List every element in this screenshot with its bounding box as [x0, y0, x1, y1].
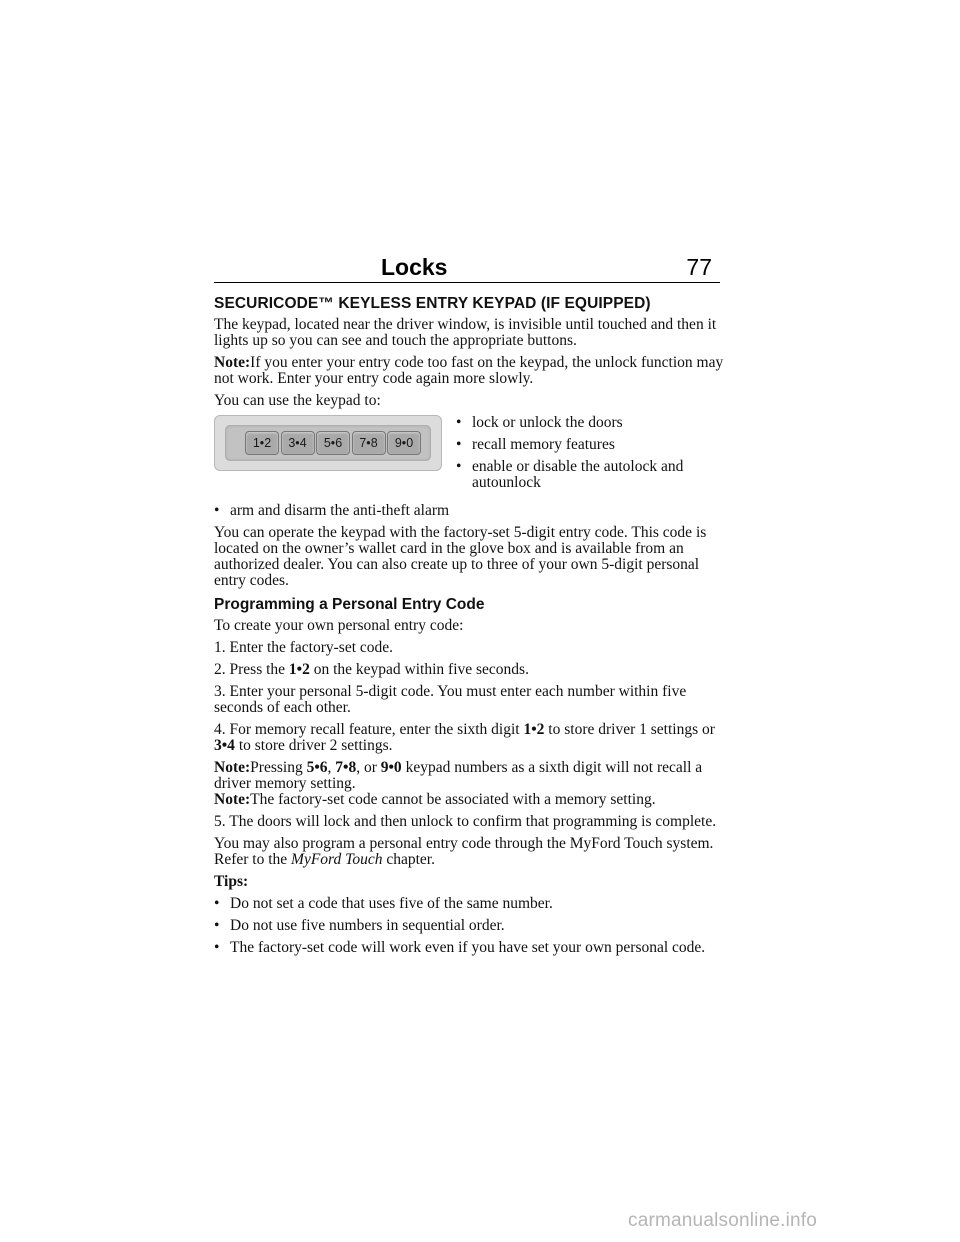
- note-label: Note:: [214, 354, 251, 371]
- step-4: [214, 722, 724, 754]
- key-label: 3•4: [214, 737, 235, 754]
- note-text: Pressing: [250, 759, 303, 776]
- key-label: 9•0: [380, 759, 402, 776]
- step-text: to store driver 1 settings or: [548, 721, 715, 738]
- step-5: 5. The doors will lock and then unlock to confirm that programming is complete.: [214, 813, 717, 830]
- list-item: • recall memory features: [456, 437, 724, 453]
- page-content: [214, 296, 724, 962]
- paragraph-text: You may also program a personal entry code through the MyFord Touch system. Refer to the: [214, 835, 714, 868]
- uses-intro: You can use the keypad to:: [214, 392, 381, 409]
- step-3: 3. Enter your personal 5-digit code. You must enter each number within five seconds of each other.: [214, 683, 687, 716]
- myford-paragraph: [214, 836, 724, 868]
- keypad-key-1-2: 1•2: [245, 431, 279, 455]
- tips-label: Tips:: [214, 873, 249, 890]
- keypad-illustration: [214, 415, 442, 471]
- note-text: keypad numbers as a sixth digit will not recall a driver memory setting.: [214, 759, 703, 792]
- keypad-panel: [225, 425, 431, 461]
- list-item: • arm and disarm the anti-theft alarm: [214, 503, 724, 519]
- step-2: [214, 662, 724, 678]
- note-3: [214, 792, 724, 808]
- page-number: 77: [686, 254, 712, 280]
- note-text: The factory-set code cannot be associated with a memory setting.: [250, 791, 656, 808]
- chapter-title: Locks: [381, 254, 448, 280]
- keypad-key-5-6: 5•6: [316, 431, 350, 455]
- key-label: 7•8: [335, 759, 357, 776]
- step-text: on the keypad within five seconds.: [313, 661, 529, 678]
- step-text: 2. Press the: [214, 661, 286, 678]
- paragraph-text: chapter.: [386, 851, 435, 868]
- key-label: 1•2: [288, 661, 310, 678]
- note-label: Note:: [214, 791, 251, 808]
- key-label: 5•6: [306, 759, 328, 776]
- programming-intro: To create your own personal entry code:: [214, 617, 464, 634]
- keypad-key-9-0: 9•0: [387, 431, 421, 455]
- keypad-figure-row: [214, 415, 724, 497]
- section-heading-programming: Programming a Personal Entry Code: [214, 596, 485, 613]
- list-item: • Do not use five numbers in sequential order.: [214, 918, 724, 934]
- list-item: • Do not set a code that uses five of the same number.: [214, 896, 724, 912]
- keypad-intro: The keypad, located near the driver window, is invisible until touched and then it lights up so you can see and touch the appropriate buttons.: [214, 316, 717, 349]
- uses-list: [456, 415, 724, 497]
- section-heading-keypad: SECURICODE™ KEYLESS ENTRY KEYPAD (IF EQUIPPED): [214, 295, 651, 312]
- watermark: carmanualsonline.info: [628, 1210, 818, 1231]
- note-paragraph: [214, 355, 724, 387]
- factory-code-paragraph: You can operate the keypad with the factory-set 5-digit entry code. This code is located on the owner’s wallet card in the glove box and is available from an authorized dealer. You can also create up to three of your own 5-digit personal entry codes.: [214, 524, 707, 589]
- note-label: Note:: [214, 759, 251, 776]
- key-label: 1•2: [523, 721, 545, 738]
- step-text: 4. For memory recall feature, enter the sixth digit: [214, 721, 520, 738]
- note-text: ,: [327, 759, 332, 776]
- list-item: • enable or disable the autolock and autounlock: [456, 459, 724, 491]
- keypad-key-7-8: 7•8: [352, 431, 386, 455]
- note-text: If you enter your entry code too fast on the keypad, the unlock function may not work. Enter your entry code again more slowly.: [214, 354, 724, 387]
- keypad-key-3-4: 3•4: [281, 431, 315, 455]
- list-item: • lock or unlock the doors: [456, 415, 724, 431]
- page-header: [214, 256, 720, 283]
- list-item: • The factory-set code will work even if you have set your own personal code.: [214, 940, 724, 956]
- note-2: [214, 760, 724, 792]
- step-1: 1. Enter the factory-set code.: [214, 639, 394, 656]
- chapter-reference: MyFord Touch: [291, 851, 383, 868]
- note-text: , or: [356, 759, 377, 776]
- step-text: to store driver 2 settings.: [238, 737, 393, 754]
